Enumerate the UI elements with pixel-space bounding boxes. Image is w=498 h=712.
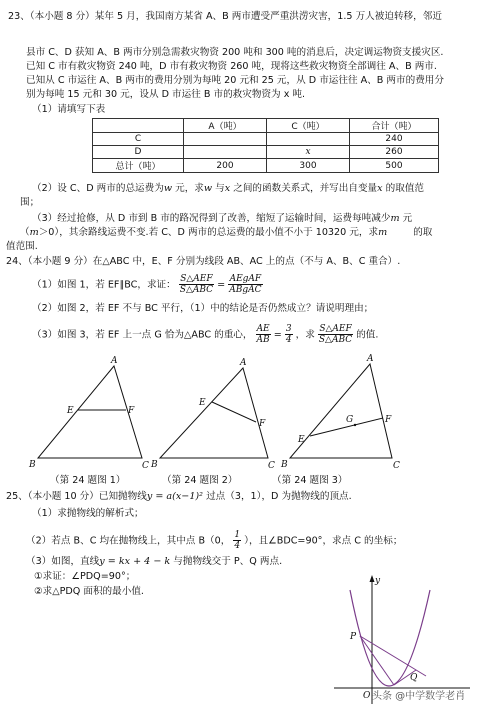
text: （3）如图，直线 [26,556,100,567]
text: （3）经过抢修，从 D 市到 B 市的路况得到了改善，缩短了运输时间，运费每吨减少 [32,213,391,224]
denominator: S△ABC [179,285,214,295]
numerator: AE [256,324,270,334]
text: 过点（3，1），D 为抛物线的顶点. [203,491,352,502]
var: m [390,213,400,224]
q24-sub1 [32,274,263,295]
label-c: C [142,461,149,471]
text: 与 [212,183,225,194]
label-c: C [393,461,400,471]
q23-sub3 [32,212,412,225]
var: w [163,183,173,194]
q23-sub2-cont: 围； [20,197,40,208]
fraction [256,324,271,345]
text: ，求 [295,329,315,341]
var: w [203,183,213,194]
text: （3）如图 3，若 EF 上一点 G 恰为△ABC 的重心， [32,329,253,341]
text: （2）若点 B、C 均在抛物线上，其中点 B（0， [26,535,231,547]
table-cell: x [267,146,350,159]
text: 与抛物线交于 P、Q 两点. [170,556,283,567]
label-o: O [363,691,371,701]
numerator: AEgAF [229,274,262,284]
table-row [93,133,439,146]
denominator: 4 [285,335,292,345]
table-cell: 300 [267,159,350,173]
q25-sub3 [26,555,282,568]
label-f: F [385,415,392,425]
text: 元，求 [172,183,204,194]
label-a: A [240,358,247,368]
text: 的取 [413,227,433,238]
text: 25、（本小题 10 分）已知抛物线 [6,491,147,502]
text: （ [20,227,30,238]
figure-2 [150,358,275,471]
equals: = [273,329,282,341]
denominator: ABgAC [229,285,262,295]
expression: y = kx + 4 − k [99,556,171,567]
fraction [233,530,241,551]
label-e: E [298,435,305,445]
table-row [93,119,439,133]
table-cell [93,119,184,133]
triangle-abc [160,368,268,458]
numerator: S△AEF [180,274,213,284]
table-cell: 500 [350,159,439,173]
triangle-abc [38,366,142,458]
var: m [29,227,39,238]
table-cell [267,133,350,146]
denominator: 4 [234,541,241,551]
label-b: B [281,460,288,470]
text: （1）如图 1，若 EF∥BC，求证： [32,279,176,291]
q25-sub3-ii: ②求△PDQ 面积的最小值. [34,586,144,597]
numerator: 3 [285,324,292,334]
label-a: A [367,354,374,364]
caption-2: （第 24 题图 2） [162,475,238,486]
table-cell: 260 [350,146,439,159]
table-cell [184,146,267,159]
q23-sub3-cont [20,226,432,239]
label-f: F [259,419,266,429]
q23-sub3-end: 值范围. [6,241,38,252]
table-cell: D [93,146,184,159]
label-g: G [346,415,354,425]
text: 的取值范 [382,183,425,194]
var: m [378,227,388,238]
text: （2）设 C、D 两市的总运费为 [32,183,164,194]
table-row [93,146,439,159]
q25-sub3-i: ①求证：∠PDQ=90°； [34,571,136,582]
figure-3 [280,354,400,471]
q23-line3: 已知 C 市有救灾物资 240 吨，D 市有救灾物资 260 吨，现将这些救灾物资全部调往 A、B 两市. [26,61,437,72]
q23-line1: 23、（本小题 8 分）某年 5 月，我国南方某省 A、B 两市遭受严重洪涝灾害，1.5 万人被迫转移，邻近 [8,11,442,22]
q23-table [92,118,439,173]
triangle-abc [290,364,392,458]
table-cell: C（吨） [267,119,350,133]
q23-line4: 已知从 C 市运往 A、B 两市的费用分别为每吨 20 元和 25 元，从 D 市运往往 A、B 两市的费用分 [26,75,444,86]
table-cell: 200 [184,159,267,173]
label-c: C [268,461,275,471]
fraction [318,324,353,345]
q23-line2: 县市 C、D 获知 A、B 两市分别急需救灾物资 200 吨和 300 吨的消息后，决定调运物资支援灾区. [26,47,444,58]
q23-sub1: （1）请填写下表 [32,104,106,115]
segment-ef [212,402,256,422]
denominator: S△ABC [318,335,353,345]
label-f: F [128,406,135,416]
point-g [354,424,356,426]
label-a: A [111,356,118,366]
table-cell: A（吨） [184,119,267,133]
q25-sub1: （1）求抛物线的解析式； [32,508,144,519]
q25-line1 [6,490,352,503]
fraction [285,324,293,345]
text: 的值. [356,329,379,341]
table-cell: 240 [350,133,439,146]
figure-1 [28,356,149,471]
text: ＞0），其余路线运费不变.若 C、D 两市的总运费的最小值不小于 10320 元，求 [38,227,379,238]
label-y: y [375,576,381,586]
text: 之间的函数关系式，并写出自变量 [230,183,378,194]
table-cell: 总计（吨） [93,159,184,173]
table-cell [184,133,267,146]
q25-sub2 [26,530,402,551]
table-cell: 合计（吨） [350,119,439,133]
caption-3: （第 24 题图 3） [272,475,348,486]
denominator: AB [256,335,270,345]
numerator: S△AEF [319,324,352,334]
table-cell: C [93,133,184,146]
label-q: Q [410,673,418,683]
y-axis-arrow-icon [370,575,375,582]
expression: y = a(x−1)² [146,491,204,502]
var: x [377,183,383,194]
q24-sub2: （2）如图 2，若 EF 不与 BC 平行，（1）中的结论是否仍然成立？请说明理由； [32,303,374,314]
label-b: B [151,460,158,470]
fraction [228,274,262,295]
text: 元 [399,213,413,224]
table-row [93,159,439,173]
q24-sub3 [32,324,378,345]
label-e: E [199,398,206,408]
var: x [224,183,231,194]
caption-1: （第 24 题图 1） [50,475,126,486]
equals: = [217,279,226,291]
text: ），且∠BDC=90°，求点 C 的坐标； [244,535,403,547]
label-e: E [67,406,74,416]
q24-figures [0,350,498,490]
label-p: P [350,632,357,642]
numerator: 1 [234,530,241,540]
q24-line1: 24、（本小题 9 分）在△ABC 中，E、F 分别为线段 AB、AC 上的点（不与 A、B、C 重合）. [6,256,401,267]
label-b: B [29,460,36,470]
fraction [179,274,214,295]
watermark: 头条 @中学数学老肖 [372,691,466,702]
q23-sub2 [32,182,424,195]
q23-line5: 别为每吨 15 元和 30 元，设从 D 市运往 B 市的救灾物资为 x 吨. [26,89,306,100]
